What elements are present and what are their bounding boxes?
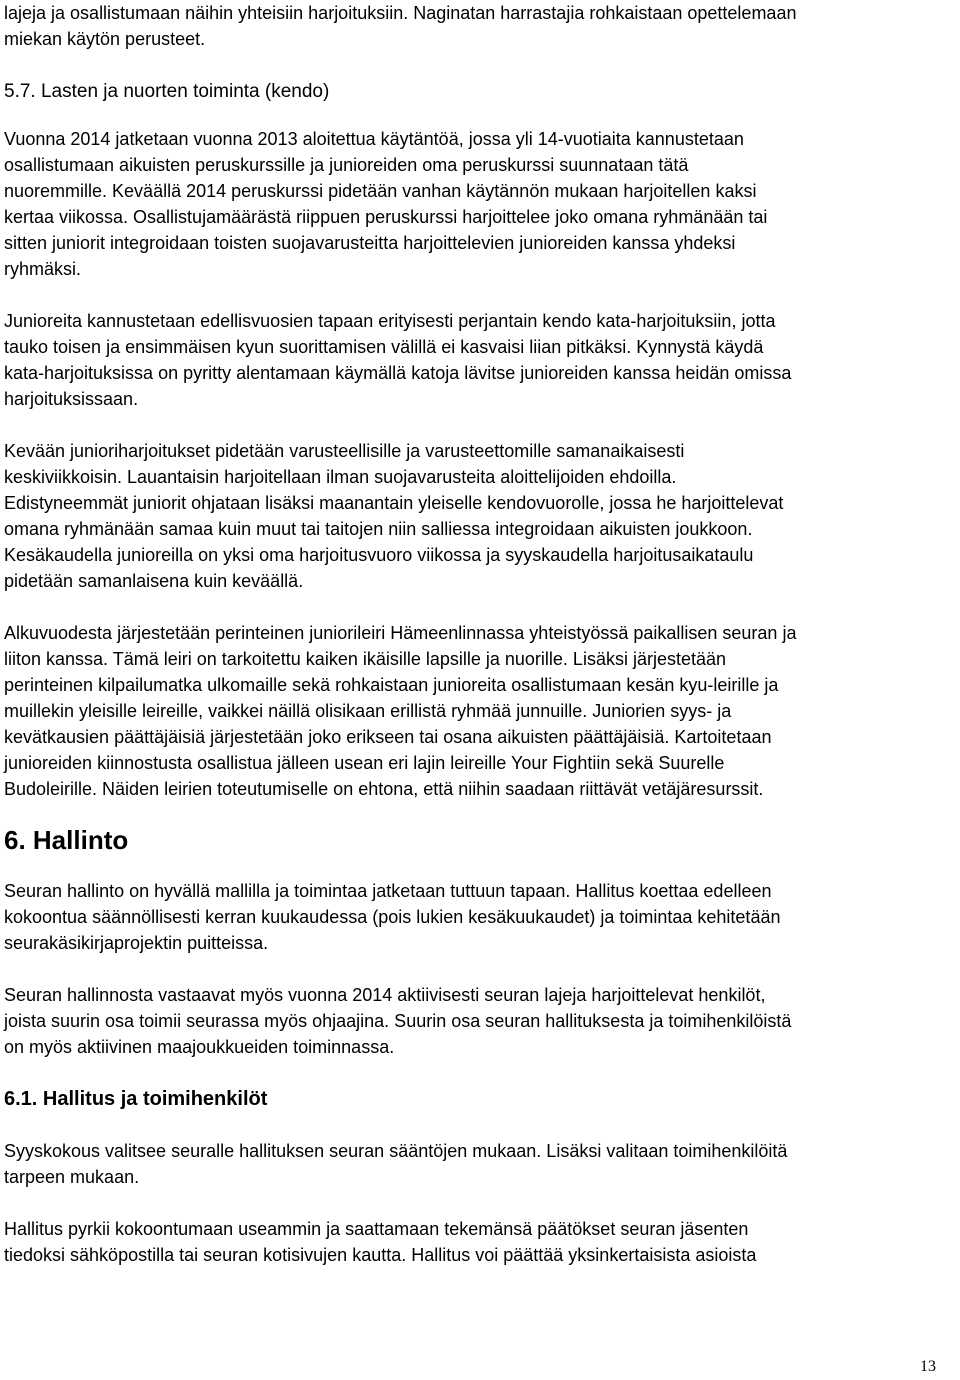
text-line: Edistyneemmät juniorit ohjataan lisäksi maanantain yleiselle kendovuorolle, jossa he harjoittelevat: [4, 493, 784, 513]
paragraph: [4, 126, 958, 282]
page-number: 13: [920, 1358, 936, 1375]
intro-paragraph: [4, 0, 958, 52]
text-line: Seuran hallinto on hyvällä mallilla ja toimintaa jatketaan tuttuun tapaan. Hallitus koettaa edelleen: [4, 881, 772, 901]
text-line: tarpeen mukaan.: [4, 1167, 140, 1187]
text-line: muillekin yleisille leireille, vaikkei näillä olisikaan erillistä ryhmää junnuille. Juniorien syys- ja: [4, 701, 732, 721]
text-line: Vuonna 2014 jatketaan vuonna 2013 aloitettua käytäntöä, jossa yli 14-vuotiaita kannustetaan: [4, 129, 744, 149]
text-line: kata-harjoituksissa on pyritty alentamaan käymällä katoja lävitse junioreiden kanssa heidän omissa: [4, 363, 792, 383]
section-heading-6: 6. Hallinto: [4, 825, 129, 855]
paragraph: [4, 1138, 958, 1190]
text-line: tiedoksi sähköpostilla tai seuran kotisivujen kautta. Hallitus voi päättää yksinkertaisista asioista: [4, 1245, 757, 1265]
text-line: Junioreita kannustetaan edellisvuosien tapaan erityisesti perjantain kendo kata-harjoituksiin, jotta: [4, 311, 776, 331]
text-line: Kesäkaudella junioreilla on yksi oma harjoitusvuoro viikossa ja syyskaudella harjoitusaikataulu: [4, 545, 754, 565]
text-line: perinteinen kilpailumatka ulkomaille sekä rohkaistaan junioreita osallistumaan kesän kyu-leirille ja: [4, 675, 779, 695]
text-line: sitten juniorit integroidaan toisten suojavarusteitta harjoittelevien junioreiden kanssa yhdeksi: [4, 233, 736, 253]
text-line: kertaa viikossa. Osallistujamäärästä riippuen peruskurssi harjoittelee joko omana ryhmänään tai: [4, 207, 768, 227]
text-line: kokoontua säännöllisesti kerran kuukaudessa (pois lukien kesäkuukaudet) ja toimintaa kehitetään: [4, 907, 781, 927]
paragraph: [4, 620, 958, 802]
text-line: omana ryhmänään samaa kuin muut tai taitojen niin salliessa integroidaan aikuisten joukkoon.: [4, 519, 753, 539]
text-line: Seuran hallinnosta vastaavat myös vuonna 2014 aktiivisesti seuran lajeja harjoittelevat henkilöt,: [4, 985, 766, 1005]
text-line: osallistumaan aikuisten peruskurssille ja junioreiden oma peruskurssi suunnataan tätä: [4, 155, 689, 175]
document-page: [4, 0, 958, 1268]
text-line: on myös aktiivinen maajoukkueiden toiminnassa.: [4, 1037, 395, 1057]
text-line: Budoleirille. Näiden leirien toteutumiselle on ehtona, että niihin saadaan riittävät vetäjäresurssit.: [4, 779, 764, 799]
text-line: Alkuvuodesta järjestetään perinteinen juniorileiri Hämeenlinnassa yhteistyössä paikallisen seuran ja: [4, 623, 797, 643]
text-line: junioreiden kiinnostusta osallistua jälleen usean eri lajin leireille Your Fightiin sekä Suurelle: [4, 753, 725, 773]
section-heading-5-7: 5.7. Lasten ja nuorten toiminta (kendo): [4, 81, 330, 102]
text-line: lajeja ja osallistumaan näihin yhteisiin harjoituksiin. Naginatan harrastajia rohkaistaan opettelemaan: [4, 3, 797, 23]
text-line: Hallitus pyrkii kokoontumaan useammin ja saattamaan tekemänsä päätökset seuran jäsenten: [4, 1219, 749, 1239]
text-line: keskiviikkoisin. Lauantaisin harjoitellaan ilman suojavarusteita aloittelijoiden ehdoilla.: [4, 467, 677, 487]
section-heading-6-1: 6.1. Hallitus ja toimihenkilöt: [4, 1088, 268, 1110]
paragraph: [4, 308, 958, 412]
text-line: kevätkausien päättäjäisiä järjestetään joko erikseen tai osana aikuisten päättäjäisiä. Kartoitetaan: [4, 727, 772, 747]
text-line: ryhmäksi.: [4, 259, 82, 279]
text-line: Syyskokous valitsee seuralle hallituksen seuran sääntöjen mukaan. Lisäksi valitaan toimihenkilöitä: [4, 1141, 788, 1161]
text-line: miekan käytön perusteet.: [4, 29, 206, 49]
paragraph: [4, 982, 958, 1060]
text-line: nuoremmille. Keväällä 2014 peruskurssi pidetään vanhan käytännön mukaan harjoitellen kaksi: [4, 181, 757, 201]
text-line: liiton kanssa. Tämä leiri on tarkoitettu kaiken ikäisille lapsille ja nuorille. Lisäksi järjestetään: [4, 649, 727, 669]
text-line: seurakäsikirjaprojektin puitteissa.: [4, 933, 269, 953]
paragraph: [4, 1216, 958, 1268]
paragraph: [4, 878, 958, 956]
paragraph: [4, 438, 958, 594]
text-line: tauko toisen ja ensimmäisen kyun suorittamisen välillä ei kasvaisi liian pitkäksi. Kynnystä käydä: [4, 337, 764, 357]
text-line: pidetään samanlaisena kuin keväällä.: [4, 571, 304, 591]
text-line: joista suurin osa toimii seurassa myös ohjaajina. Suurin osa seuran hallituksesta ja toimihenkilöistä: [4, 1011, 792, 1031]
text-line: Kevään junioriharjoitukset pidetään varusteellisille ja varusteettomille samanaikaisesti: [4, 441, 685, 461]
text-line: harjoituksissaan.: [4, 389, 139, 409]
